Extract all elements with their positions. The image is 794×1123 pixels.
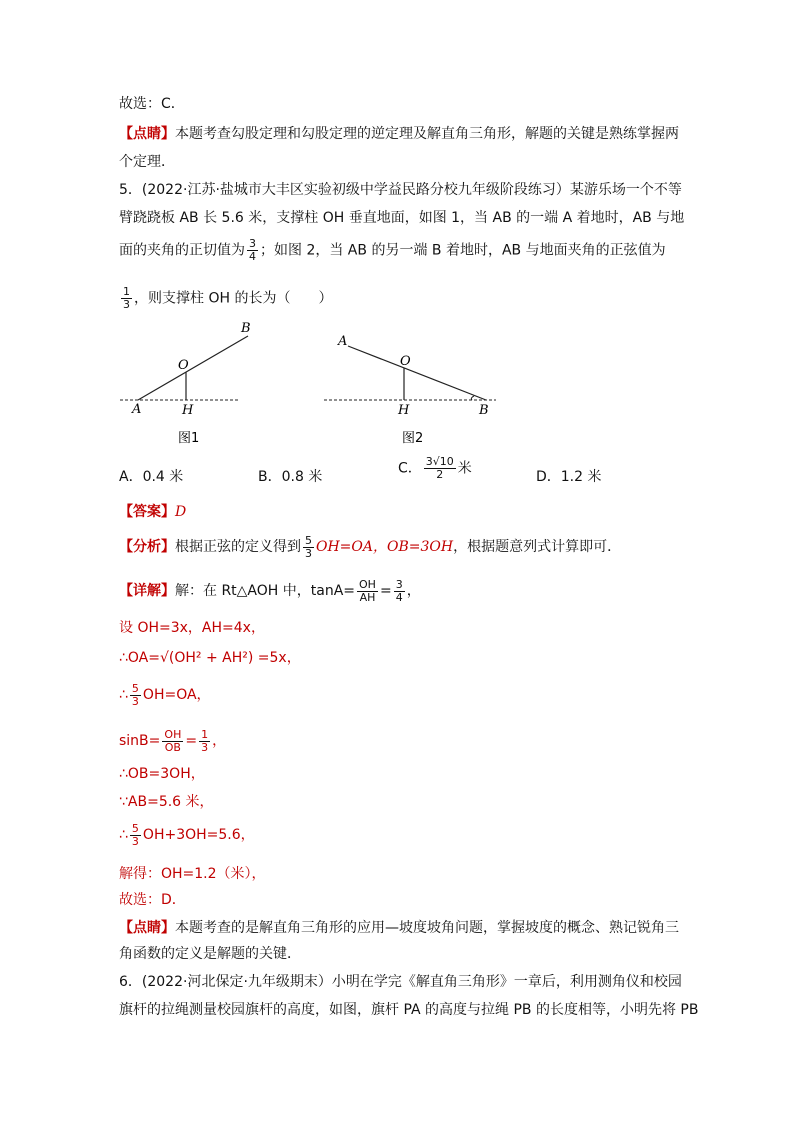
note2-line1 [119,918,679,938]
label-b: B [479,403,489,418]
fraction [199,729,210,754]
frac-den: AH [359,590,376,604]
step-text: ， [212,733,227,749]
analysis-text: ，根据题意列式计算即可． [453,539,622,555]
label-a: A [132,402,142,417]
frac-num: 3√10 [425,455,454,468]
option-b: B．0.8 米 [258,469,323,485]
equals: = [379,583,392,599]
fraction [357,579,378,604]
step-3 [119,678,211,712]
frac-den: 3 [305,546,312,560]
detail-tag: 【详解】 [119,583,175,599]
step-4 [119,724,226,758]
label-a: A [338,334,348,349]
note-tag: 【点睛】 [119,920,175,936]
frac-den: 3 [131,694,139,708]
q6-line1: 6．(2022·河北保定·九年级期末）小明在学完《解直角三角形》一章后，利用测角仪和校园 [119,974,682,990]
caption: 图2 [402,431,424,446]
q5-text: ，则支撑柱 OH 的长为（ ） [134,290,333,307]
frac-num: OH [164,727,182,741]
step-text: sinB= [119,733,161,749]
fraction [130,823,141,848]
analysis-line [119,530,621,564]
q5-line3 [119,238,666,263]
caption: 图1 [178,431,200,446]
figure-2 [318,318,508,448]
step-9: 故选：D． [119,892,186,908]
option-d: D．1.2 米 [536,469,602,485]
q6-line2: 旗杆的拉绳测量校园旗杆的高度，如图，旗杆 PA 的高度与拉绳 PB 的长度相等，小明先将 PB [119,1002,699,1018]
label-o: O [178,358,189,373]
option-label: C． [398,460,422,477]
detail-line [119,574,421,608]
step-8: 解得：OH=1.2（米）， [119,866,266,882]
frac-num: 5 [131,681,139,695]
note-text: 本题考查的是解直角三角形的应用—坡度坡角问题，掌握坡度的概念、熟记锐角三 [175,920,679,936]
frac-num: 5 [305,533,312,547]
frac-num: 1 [201,727,209,741]
note-tag: 【点睛】 [119,126,175,142]
note-text: 本题考查勾股定理和勾股定理的逆定理及解直角三角形，解题的关键是熟练掌握两 [175,126,679,142]
step-text: ∴ [119,827,128,843]
frac-den: OB [164,740,181,754]
line-choice-c: 故选：C． [119,96,185,112]
detail-text: 解：在 Rt△AOH 中，tanA= [175,583,356,599]
frac-den: 2 [436,468,444,481]
frac-num: 3 [395,577,403,591]
label-h: H [182,403,194,418]
step-5: ∴OB=3OH， [119,766,205,782]
q5-line1: 5．(2022·江苏·盐城市大丰区实验初级中学益民路分校九年级阶段练习）某游乐场一个不等 [119,182,682,198]
step-text: OH+3OH=5.6， [142,827,255,843]
note1-line2: 个定理． [119,154,175,170]
analysis-text: 根据正弦的定义得到 [175,539,301,555]
punctuation: ， [406,583,421,599]
step-text: OH=OA， [142,687,211,703]
frac-den: 3 [201,740,209,754]
equals: = [185,733,198,749]
step-7 [119,818,255,852]
q5-text: 面的夹角的正切值为 [119,242,245,259]
figure-1 [110,318,270,448]
frac-num: OH [359,577,376,591]
note1-line1 [119,124,679,144]
fraction [424,456,456,481]
angle-arc [471,396,474,400]
frac-num: 5 [131,821,139,835]
step-1: 设 OH=3x，AH=4x， [119,620,265,636]
note2-line2: 角函数的定义是解题的关键． [119,946,301,962]
option-c [398,456,472,481]
label-b: B [241,321,251,336]
analysis-tag: 【分析】 [119,539,175,555]
answer-line [119,502,186,522]
seesaw-ab [348,346,486,400]
answer-tag: 【答案】 [119,504,175,520]
frac-den: 4 [249,250,256,263]
option-a: A．0.4 米 [119,469,184,485]
frac-num: 1 [123,285,130,298]
label-h: H [398,403,410,418]
analysis-formula: OH=OA，OB=3OH [316,539,454,555]
step-6: ∵AB=5.6 米， [119,794,214,810]
frac-den: 3 [131,834,139,848]
q5-line2: 臂跷跷板 AB 长 5.6 米，支撑柱 OH 垂直地面，如图 1，当 AB 的一端 A 着地时，AB 与地 [119,210,685,226]
fraction [121,286,132,311]
fraction [394,579,405,604]
fraction [247,238,258,263]
frac-den: 4 [395,590,403,604]
fraction [162,729,183,754]
fraction [130,683,141,708]
frac-den: 3 [123,298,130,311]
step-2: ∴OA=√(OH² + AH²) =5x， [119,650,301,666]
label-o: O [400,354,411,369]
answer-value: D [175,504,187,520]
q5-text: ；如图 2，当 AB 的另一端 B 着地时，AB 与地面夹角的正弦值为 [260,242,666,259]
step-text: ∴ [119,687,128,703]
fraction [303,535,314,560]
frac-num: 3 [249,237,256,250]
option-unit: 米 [457,460,472,477]
seesaw-ab [138,336,248,400]
q5-line4 [119,286,332,311]
